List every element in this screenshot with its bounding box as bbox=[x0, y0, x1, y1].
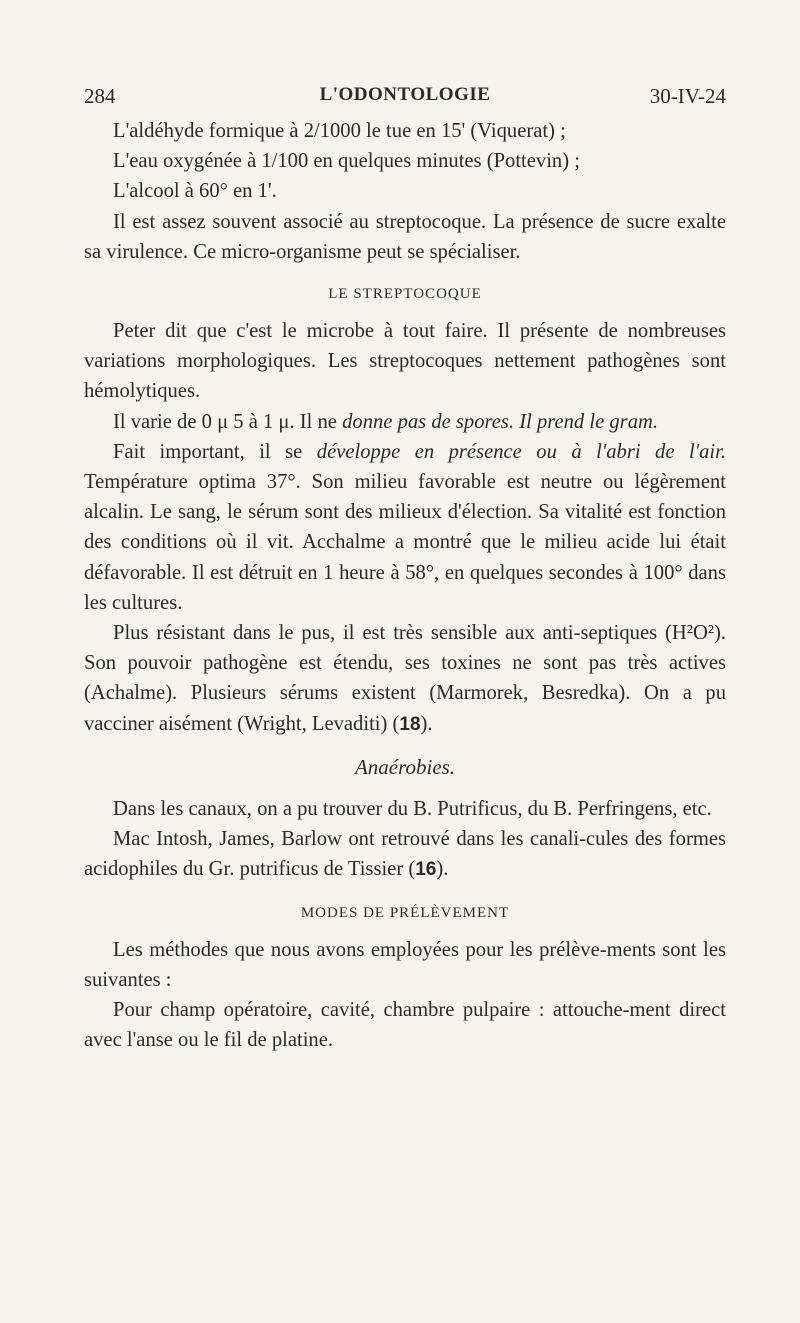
paragraph-association: Il est assez souvent associé au streptocoque. La présence de sucre exalte sa virulence. Ce micro-organisme peut se spécialiser. bbox=[84, 210, 726, 263]
air-italic: développe en présence ou à l'abri de l'air. bbox=[316, 440, 726, 463]
paragraph-alcohol: L'alcool à 60° en 1'. bbox=[113, 180, 277, 203]
reference-18: 18 bbox=[399, 713, 421, 735]
paragraph-air bbox=[84, 437, 726, 618]
macintosh-end: ). bbox=[436, 858, 449, 881]
section-heading-streptocoque: LE STREPTOCOQUE bbox=[328, 286, 482, 303]
spores-italic: donne pas de spores. Il prend le gram. bbox=[342, 410, 659, 433]
paragraph-formaldehyde: L'aldéhyde formique à 2/1000 le tue en 15' (Viquerat) ; bbox=[113, 120, 566, 142]
issue-date: 30-IV-24 bbox=[649, 84, 726, 108]
paragraph-methods: Les méthodes que nous avons employées pour les prélève-ments sont les suivantes : bbox=[84, 938, 726, 991]
page-body bbox=[84, 116, 726, 1055]
paragraph-peroxide: L'eau oxygénée à 1/100 en quelques minutes (Pottevin) ; bbox=[113, 150, 580, 173]
paragraph-peter: Peter dit que c'est le microbe à tout faire. Il présente de nombreuses variations morphologiques. Les streptocoques nettement pathogènes sont hémolytiques. bbox=[84, 320, 726, 403]
macintosh-text: Mac Intosh, James, Barlow ont retrouvé dans les canali-cules des formes acidophiles du Gr. putrificus de Tissier ( bbox=[84, 828, 726, 881]
size-text: Il varie de 0 μ 5 à 1 μ. Il ne bbox=[113, 410, 343, 433]
page-header bbox=[84, 84, 726, 114]
reference-16: 16 bbox=[415, 859, 437, 881]
air-text-start: Fait important, il se bbox=[113, 440, 317, 463]
running-title: L'ODONTOLOGIE bbox=[319, 84, 491, 105]
paragraph-resistance bbox=[84, 618, 726, 740]
resistance-end: ). bbox=[420, 712, 433, 735]
section-heading-modes: MODES DE PRÉLÈVEMENT bbox=[300, 904, 510, 921]
page-number: 284 bbox=[84, 84, 116, 108]
section-heading-anaerobies: Anaérobies. bbox=[354, 754, 456, 779]
paragraph-champ: Pour champ opératoire, cavité, chambre pulpaire : attouche-ment direct avec l'anse ou le fil de platine. bbox=[84, 999, 726, 1052]
resistance-text: Plus résistant dans le pus, il est très sensible aux anti-septiques (H²O²). Son pouvoir pathogène est étendu, ses toxines ne sont pas très actives (Achalme). Plusieurs sérums existent (Marmorek, Besredka). On a pu vacciner aisément (Wright, Levaditi) ( bbox=[84, 622, 726, 735]
air-text-rest: Température optima 37°. Son milieu favorable est neutre ou légèrement alcalin. Le sang, le sérum sont des milieux d'élection. Sa vitalité est fonction des conditions où il vit. Acchalme a montré que le milieu acide lui était défavorable. Il est détruit en 1 heure à 58°, en quelques secondes à 100° dans les cultures. bbox=[84, 471, 726, 614]
paragraph-macintosh bbox=[84, 824, 726, 885]
paragraph-size bbox=[84, 407, 726, 437]
paragraph-canaux: Dans les canaux, on a pu trouver du B. Putrificus, du B. Perfringens, etc. bbox=[113, 798, 712, 821]
